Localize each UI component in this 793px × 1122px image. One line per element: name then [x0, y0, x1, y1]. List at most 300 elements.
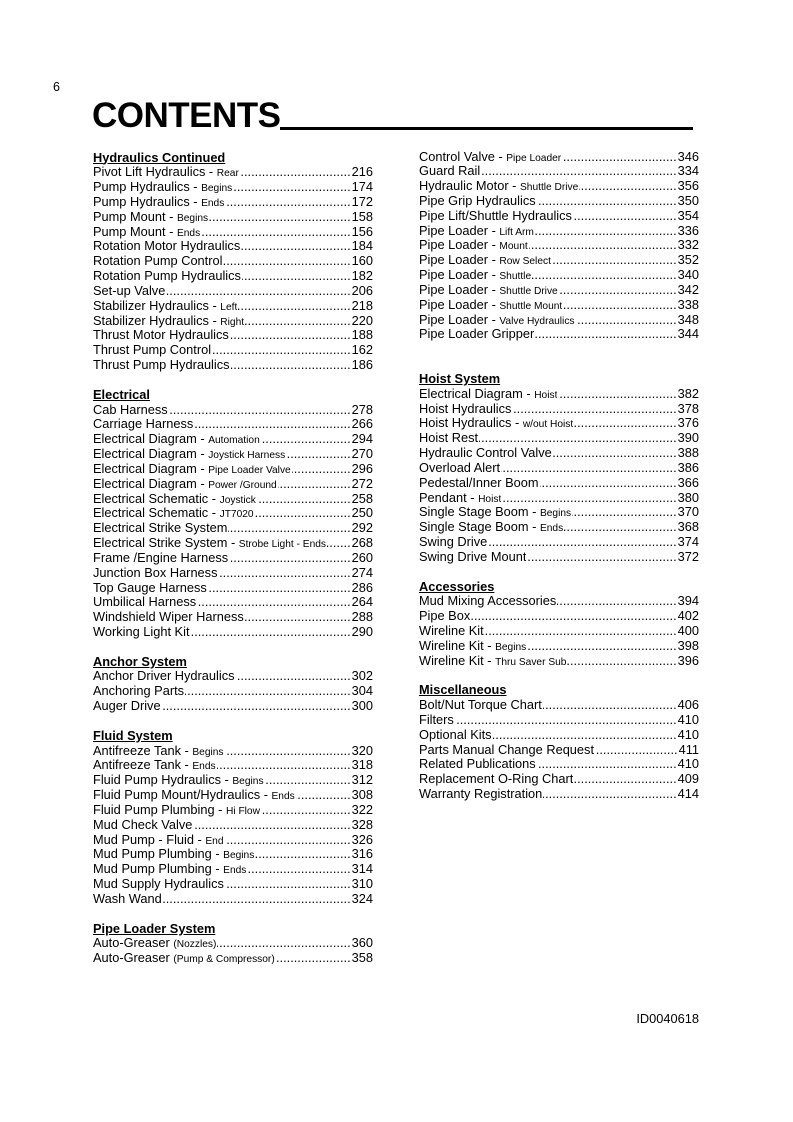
dot-leader	[247, 862, 350, 877]
dot-leader	[502, 491, 676, 506]
toc-entry	[419, 505, 699, 520]
entry-page-number: 394	[677, 593, 699, 609]
section-fluid-system	[93, 729, 373, 907]
entry-page-number: 346	[677, 148, 699, 164]
toc-entry	[419, 179, 699, 194]
entry-page-number: 216	[351, 164, 373, 180]
entry-name: Thrust Pump Hydraulics	[93, 358, 230, 373]
toc-entry	[419, 461, 699, 476]
entry-name: Single Stage Boom -	[419, 520, 540, 535]
toc-entry	[93, 284, 373, 299]
toc-entry	[93, 314, 373, 329]
entry-qualifier: Pipe Loader Valve	[208, 464, 291, 476]
entry-qualifier: Hi Flow	[226, 805, 260, 817]
dot-leader	[217, 936, 350, 951]
entry-page-number: 294	[351, 431, 373, 447]
entry-page-number: 360	[351, 935, 373, 951]
entry-name: Working Light Kit	[93, 625, 190, 639]
entry-page-number: 370	[677, 504, 699, 520]
toc-entry	[419, 164, 699, 179]
dot-leader	[485, 624, 677, 639]
entry-title	[93, 818, 192, 833]
entry-title	[93, 551, 228, 566]
dot-leader	[231, 358, 351, 373]
entry-page-number: 366	[677, 474, 699, 490]
title-rule	[280, 127, 693, 130]
toc-entry	[419, 624, 699, 639]
entry-name: Pipe Loader -	[419, 297, 500, 312]
toc-entry	[419, 491, 699, 506]
toc-entry	[93, 862, 373, 877]
toc-entry	[93, 551, 373, 566]
entry-page-number: 390	[677, 430, 699, 446]
entry-name: Carriage Harness	[93, 417, 194, 432]
entry-name: Pendant -	[419, 490, 479, 505]
entry-page-number: 264	[351, 594, 373, 610]
entry-name: Auger Drive	[93, 699, 161, 714]
toc-entry	[419, 743, 699, 758]
entry-page-number: 290	[351, 624, 373, 639]
toc-entry	[93, 936, 373, 951]
entry-page-number: 160	[351, 253, 373, 269]
dot-leader	[535, 327, 676, 342]
dot-leader	[276, 951, 351, 966]
entry-page-number: 336	[677, 222, 699, 238]
entry-page-number: 220	[351, 312, 373, 328]
entry-title	[93, 699, 161, 714]
entry-page-number: 270	[351, 446, 373, 462]
dot-leader	[255, 506, 351, 521]
entry-page-number: 156	[351, 223, 373, 239]
entry-qualifier: Begins	[192, 746, 224, 758]
entry-name: Hoist Rest	[419, 431, 479, 446]
entry-qualifier: Hoist	[534, 389, 558, 401]
dot-leader	[169, 403, 351, 418]
entry-title	[93, 343, 211, 358]
toc-entry	[419, 238, 699, 253]
entry-title	[419, 209, 572, 224]
entry-name: Umbilical Harness	[93, 595, 197, 610]
dot-leader	[197, 595, 351, 610]
entry-title	[93, 403, 168, 418]
entry-name: Wireline Kit	[419, 624, 484, 638]
dot-leader	[557, 594, 676, 609]
dot-leader	[261, 803, 351, 818]
toc-column-right	[419, 150, 699, 802]
entry-page-number: 300	[351, 698, 373, 714]
entry-qualifier: Shuttle Drive	[519, 182, 579, 194]
entry-page-number: 162	[351, 342, 373, 358]
entry-name: Anchoring Parts	[93, 684, 185, 699]
entry-name: Cab Harness	[93, 402, 168, 417]
dot-leader	[225, 195, 350, 210]
entry-page-number: 274	[351, 564, 373, 580]
toc-entry	[93, 818, 373, 833]
toc-entry	[93, 506, 373, 521]
dot-leader	[574, 772, 676, 787]
entry-page-number: 386	[677, 459, 699, 475]
entry-name: Electrical Diagram -	[93, 476, 209, 491]
dot-leader	[217, 758, 351, 773]
section-electrical	[93, 388, 373, 640]
dot-leader	[255, 847, 350, 862]
entry-page-number: 414	[677, 786, 699, 802]
entry-title	[93, 610, 244, 625]
toc-entry	[419, 772, 699, 787]
dot-leader	[543, 787, 676, 802]
dot-leader	[240, 165, 351, 180]
entry-name: Auto-Greaser	[93, 951, 174, 966]
entry-name: Mud Supply Hydraulics	[93, 877, 224, 892]
toc-entry	[93, 669, 373, 684]
dot-leader	[567, 654, 676, 669]
dot-leader	[257, 492, 351, 507]
entry-name: Fluid Pump Hydraulics -	[93, 773, 233, 788]
dot-leader	[572, 505, 677, 520]
toc-entry	[93, 462, 373, 477]
section-heading: Pipe Loader System	[93, 920, 216, 936]
entry-name: Mud Pump Plumbing -	[93, 862, 224, 877]
entry-name: Filters	[419, 712, 454, 727]
entry-page-number: 322	[351, 801, 373, 817]
entry-qualifier: Lift Arm	[499, 226, 534, 238]
dot-leader	[562, 150, 676, 165]
dot-leader	[501, 461, 677, 476]
dot-leader	[233, 180, 350, 195]
dot-leader	[553, 446, 677, 461]
dot-leader	[296, 788, 351, 803]
entry-page-number: 356	[677, 178, 699, 194]
entry-page-number: 184	[351, 238, 373, 254]
toc-entry	[93, 892, 373, 907]
page-number: 6	[53, 80, 60, 94]
entry-name: Hoist Hydraulics -	[419, 416, 523, 431]
section-heading: Fluid System	[93, 727, 173, 743]
entry-name: Thrust Motor Hydraulics	[93, 328, 229, 343]
entry-page-number: 186	[351, 357, 373, 373]
entry-page-number: 324	[351, 890, 373, 906]
dot-leader	[563, 298, 676, 313]
entry-qualifier: Thru Saver Sub	[495, 656, 567, 668]
entry-page-number: 358	[351, 950, 373, 966]
entry-title	[93, 521, 227, 536]
section-hoist-system	[419, 372, 699, 565]
section-heading: Accessories	[419, 578, 495, 594]
entry-name: Stabilizer Hydraulics -	[93, 298, 221, 313]
toc-entry	[93, 877, 373, 892]
entry-name: Set-up Valve	[93, 283, 166, 298]
dot-leader	[540, 476, 677, 491]
toc-entry	[419, 298, 699, 313]
entry-page-number: 342	[677, 281, 699, 297]
entry-page-number: 286	[351, 579, 373, 595]
dot-leader	[537, 757, 677, 772]
toc-entry	[93, 165, 373, 180]
entry-title	[93, 892, 162, 907]
entry-name: Pedestal/Inner Boom	[419, 475, 539, 490]
entry-page-number: 316	[351, 846, 373, 862]
entry-page-number: 400	[677, 623, 699, 638]
entry-name: Anchor Driver Hydraulics	[93, 669, 235, 684]
entry-page-number: 382	[677, 385, 699, 401]
dot-leader	[163, 892, 351, 907]
toc-entry	[93, 269, 373, 284]
entry-name: Electrical Diagram -	[93, 447, 209, 462]
entry-name: Warranty Registration	[419, 787, 543, 802]
section-continued	[419, 150, 699, 343]
entry-page-number: 218	[351, 297, 373, 313]
section-anchor-system	[93, 655, 373, 714]
entry-title	[419, 594, 556, 609]
toc-entry	[419, 431, 699, 446]
entry-qualifier: Row Select	[499, 256, 551, 268]
toc-entry	[93, 625, 373, 640]
toc-entry	[419, 535, 699, 550]
entry-name: Pipe Loader -	[419, 253, 500, 268]
entry-page-number: 172	[351, 193, 373, 209]
entry-page-number: 278	[351, 401, 373, 417]
entry-title	[419, 402, 511, 417]
toc-entry	[93, 699, 373, 714]
entry-name: Rotation Motor Hydraulics	[93, 239, 241, 254]
entry-page-number: 320	[351, 742, 373, 758]
entry-title	[419, 654, 566, 671]
entry-qualifier: Pipe Loader	[506, 152, 562, 164]
entry-title	[419, 164, 480, 179]
entry-title	[93, 566, 217, 581]
toc-entry	[419, 698, 699, 713]
entry-page-number: 334	[677, 163, 699, 179]
dot-leader	[579, 179, 676, 194]
dot-leader	[191, 625, 351, 640]
toc-entry	[419, 253, 699, 268]
entry-page-number: 312	[351, 772, 373, 788]
dot-leader	[286, 447, 350, 462]
entry-name: Wash Wand	[93, 891, 162, 906]
entry-name: Swing Drive	[419, 535, 488, 550]
dot-leader	[488, 535, 676, 550]
entry-name: Antifreeze Tank -	[93, 758, 193, 773]
dot-leader	[162, 699, 351, 714]
toc-entry	[93, 210, 373, 225]
toc-entry	[93, 847, 373, 862]
entry-name: Electrical Strike System	[93, 521, 228, 536]
entry-name: Pivot Lift Hydraulics -	[93, 165, 217, 180]
entry-title	[93, 684, 184, 699]
entry-page-number: 268	[351, 535, 373, 551]
toc-entry	[93, 477, 373, 492]
entry-qualifier: Joystick	[219, 494, 256, 506]
section-accessories	[419, 580, 699, 669]
entry-name: Pipe Box	[419, 609, 471, 624]
entry-title	[419, 609, 470, 624]
entry-qualifier: Begins	[539, 508, 572, 520]
toc-entry	[93, 773, 373, 788]
toc-entry	[419, 520, 699, 535]
entry-name: Pipe Loader -	[419, 268, 500, 283]
section-heading: Hydraulics Continued	[93, 149, 226, 165]
dot-leader	[209, 210, 351, 225]
toc-column-left	[93, 151, 373, 967]
entry-title	[93, 239, 240, 254]
dot-leader	[543, 698, 677, 713]
entry-page-number: 302	[351, 668, 373, 684]
entry-title	[93, 284, 165, 299]
dot-leader	[574, 416, 676, 431]
dot-leader	[228, 521, 350, 536]
entry-qualifier: Joystick Harness	[208, 450, 286, 462]
entry-name: Fluid Pump Mount/Hydraulics -	[93, 788, 272, 803]
toc-entry	[419, 713, 699, 728]
toc-entry	[419, 476, 699, 491]
entry-name: Electrical Schematic -	[93, 506, 220, 521]
dot-leader	[493, 728, 677, 743]
toc-entry	[419, 402, 699, 417]
dot-leader	[201, 225, 350, 240]
entry-page-number: 376	[677, 415, 699, 431]
dot-leader	[564, 520, 676, 535]
dot-leader	[225, 877, 351, 892]
dot-leader	[535, 224, 677, 239]
toc-entry	[419, 416, 699, 431]
toc-entry	[93, 225, 373, 240]
entry-qualifier: Strobe Light - Ends	[238, 539, 326, 551]
entry-name: Pump Mount -	[93, 224, 177, 239]
toc-entry	[93, 581, 373, 596]
dot-leader	[241, 239, 350, 254]
entry-name: Mud Pump - Fluid -	[93, 832, 206, 847]
entry-qualifier: Automation	[208, 435, 260, 447]
dot-leader	[238, 299, 350, 314]
entry-page-number: 288	[351, 609, 373, 625]
entry-name: Electrical Diagram -	[93, 461, 209, 476]
entry-name: Pump Mount -	[93, 209, 177, 224]
entry-qualifier: Shuttle Mount	[499, 300, 563, 312]
dot-leader	[212, 343, 351, 358]
entry-name: Mud Pump Plumbing -	[93, 847, 224, 862]
entry-title	[419, 550, 526, 565]
entry-page-number: 402	[677, 608, 699, 624]
entry-page-number: 340	[677, 267, 699, 283]
section-heading: Hoist System	[419, 370, 501, 386]
section-miscellaneous	[419, 683, 699, 802]
entry-qualifier: (Pump & Compressor)	[173, 954, 275, 966]
entry-page-number: 378	[677, 400, 699, 416]
entry-qualifier: Ends	[539, 523, 564, 535]
toc-entry	[419, 787, 699, 802]
entry-name: Junction Box Harness	[93, 565, 218, 580]
dot-leader	[193, 818, 350, 833]
toc-entry	[419, 550, 699, 565]
toc-entry	[93, 536, 373, 551]
entry-page-number: 372	[677, 548, 699, 564]
toc-entry	[419, 313, 699, 328]
toc-entry	[93, 239, 373, 254]
entry-title	[419, 787, 542, 802]
entry-title	[93, 625, 190, 640]
entry-page-number: 314	[351, 861, 373, 877]
toc-entry	[419, 728, 699, 743]
entry-page-number: 348	[677, 311, 699, 327]
entry-page-number: 292	[351, 520, 373, 536]
toc-entry	[93, 195, 373, 210]
entry-name: Windshield Wiper Harness	[93, 610, 244, 625]
dot-leader	[512, 402, 676, 417]
entry-qualifier: Rear	[216, 168, 239, 180]
entry-title	[93, 877, 224, 892]
entry-title	[419, 728, 492, 743]
entry-title	[419, 476, 539, 491]
dot-leader	[223, 254, 350, 269]
entry-qualifier: Ends	[223, 865, 247, 877]
entry-qualifier: Mount	[499, 241, 528, 253]
dot-leader	[595, 743, 678, 758]
entry-name: Control Valve -	[419, 149, 507, 164]
entry-qualifier: Begins	[176, 212, 209, 224]
entry-page-number: 338	[677, 296, 699, 312]
dot-leader	[194, 417, 350, 432]
dot-leader	[559, 283, 677, 298]
dot-leader	[230, 328, 351, 343]
toc-entry	[93, 788, 373, 803]
entry-page-number: 158	[351, 208, 373, 224]
toc-entry	[93, 803, 373, 818]
entry-page-number: 388	[677, 445, 699, 461]
toc-entry	[419, 283, 699, 298]
entry-qualifier: Begins	[201, 183, 233, 195]
toc-entry	[93, 744, 373, 759]
toc-entry	[93, 595, 373, 610]
entry-name: Pipe Loader -	[419, 238, 500, 253]
dot-leader	[479, 431, 677, 446]
entry-qualifier: End	[205, 835, 224, 847]
entry-page-number: 406	[677, 697, 699, 713]
dot-leader	[529, 238, 677, 253]
entry-name: Pipe Loader Gripper	[419, 327, 535, 342]
entry-qualifier: (Nozzles)	[173, 939, 217, 951]
toc-entry	[93, 566, 373, 581]
section-heading: Anchor System	[93, 653, 187, 669]
entry-qualifier: Begins	[495, 641, 527, 653]
entry-page-number: 410	[677, 726, 699, 742]
entry-page-number: 332	[677, 237, 699, 253]
entry-qualifier: Shuttle	[499, 271, 532, 283]
dot-leader	[292, 462, 351, 477]
entry-name: Electrical Strike System -	[93, 536, 239, 551]
entry-name: Auto-Greaser	[93, 936, 174, 951]
dot-leader	[573, 209, 677, 224]
section-heading: Miscellaneous	[419, 682, 507, 698]
entry-title	[419, 446, 552, 461]
toc-entry	[419, 327, 699, 342]
entry-qualifier: Power /Ground	[208, 479, 277, 491]
dot-leader	[576, 313, 677, 328]
entry-page-number: 398	[677, 637, 699, 653]
entry-page-number: 326	[351, 831, 373, 847]
entry-name: Pipe Loader -	[419, 223, 500, 238]
toc-entry	[93, 447, 373, 462]
entry-name: Pipe Loader -	[419, 282, 500, 297]
entry-name: Pipe Loader -	[419, 312, 500, 327]
toc-entry	[93, 684, 373, 699]
entry-page-number: 296	[351, 460, 373, 476]
entry-page-number: 272	[351, 475, 373, 491]
entry-page-number: 352	[677, 252, 699, 268]
entry-name: Pump Hydraulics -	[93, 194, 202, 209]
dot-leader	[537, 194, 677, 209]
entry-page-number: 328	[351, 816, 373, 832]
entry-title	[93, 328, 229, 343]
